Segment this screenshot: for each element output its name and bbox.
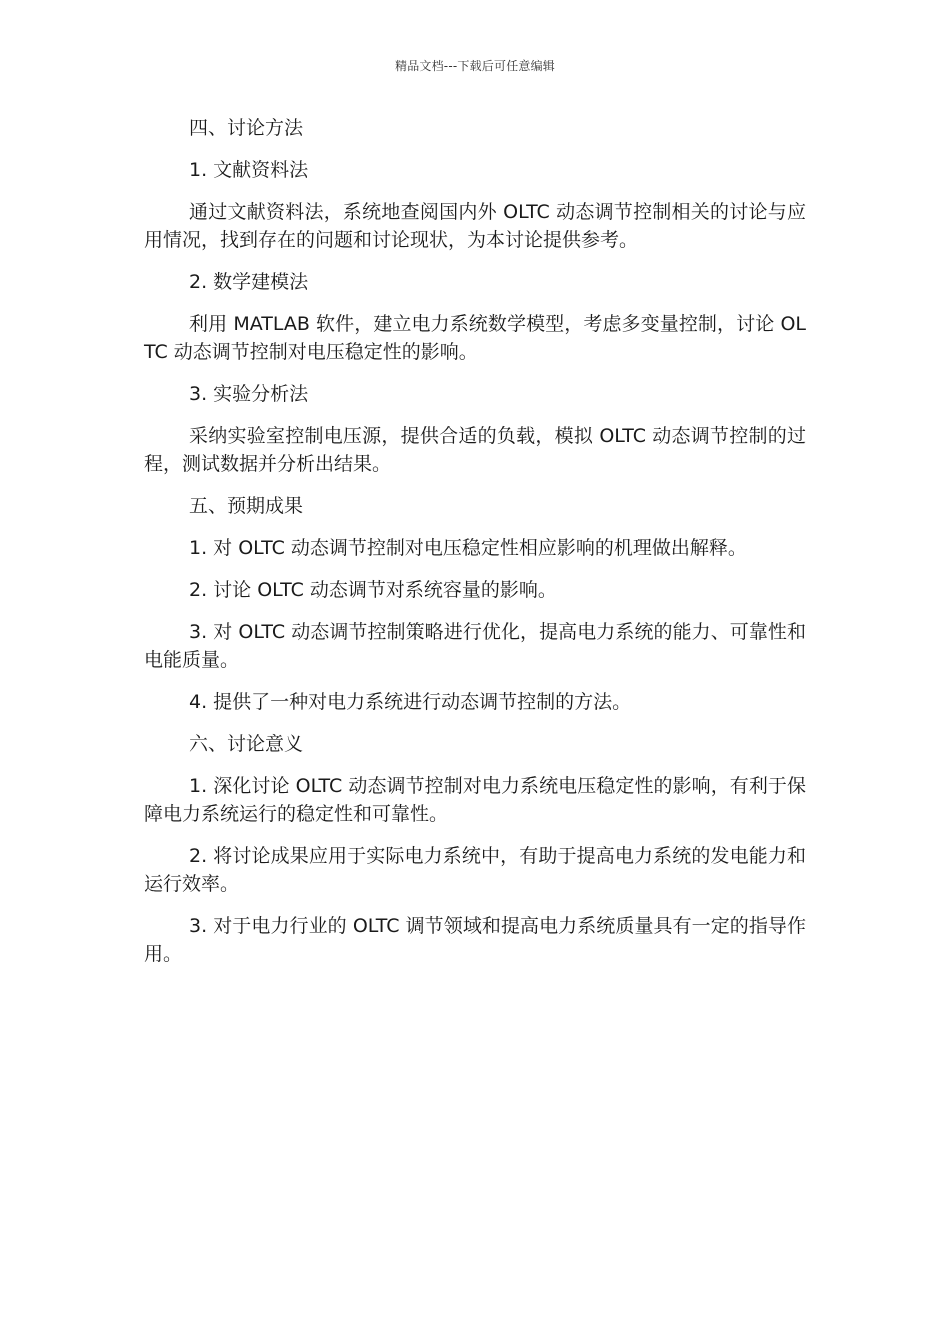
expected-result-item-4: 4. 提供了一种对电力系统进行动态调节控制的方法。 [189, 691, 632, 713]
document-body [144, 114, 806, 982]
paragraph-modeling-method: 利用 MATLAB 软件，建立电力系统数学模型，考虑多变量控制，讨论 OLTC 动态调节控制对电压稳定性的影响。 [144, 313, 806, 363]
subheading-experiment-method: 3. 实验分析法 [189, 383, 309, 405]
significance-item-2: 2. 将讨论成果应用于实际电力系统中，有助于提高电力系统的发电能力和运行效率。 [144, 845, 806, 895]
paragraph-literature-method: 通过文献资料法，系统地查阅国内外 OLTC 动态调节控制相关的讨论与应用情况，找到存在的问题和讨论现状，为本讨论提供参考。 [144, 201, 806, 251]
section-heading-significance: 六、讨论意义 [189, 733, 304, 755]
section-heading-methods: 四、讨论方法 [189, 117, 304, 139]
page-header: 精品文档---下载后可任意编辑 [395, 59, 555, 73]
expected-result-item-2: 2. 讨论 OLTC 动态调节对系统容量的影响。 [189, 579, 557, 601]
subheading-literature-method: 1. 文献资料法 [189, 159, 309, 181]
expected-result-item-3: 3. 对 OLTC 动态调节控制策略进行优化，提高电力系统的能力、可靠性和电能质量。 [144, 621, 806, 671]
significance-item-3: 3. 对于电力行业的 OLTC 调节领域和提高电力系统质量具有一定的指导作用。 [144, 915, 806, 965]
significance-item-1: 1. 深化讨论 OLTC 动态调节控制对电力系统电压稳定性的影响，有利于保障电力系统运行的稳定性和可靠性。 [144, 775, 806, 825]
subheading-modeling-method: 2. 数学建模法 [189, 271, 309, 293]
paragraph-experiment-method: 采纳实验室控制电压源，提供合适的负载，模拟 OLTC 动态调节控制的过程，测试数据并分析出结果。 [144, 425, 806, 475]
expected-result-item-1: 1. 对 OLTC 动态调节控制对电压稳定性相应影响的机理做出解释。 [189, 537, 747, 559]
section-heading-expected-results: 五、预期成果 [189, 495, 304, 517]
